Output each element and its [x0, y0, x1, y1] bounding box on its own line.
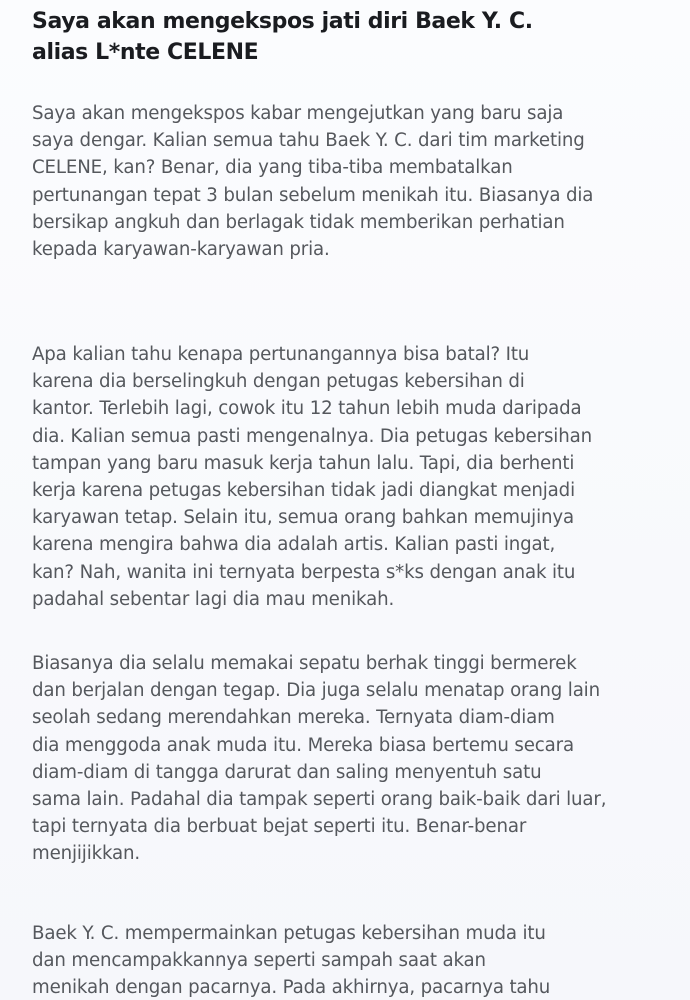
paragraph-1 — [32, 100, 593, 263]
paragraph-3 — [32, 650, 606, 868]
paragraph-line: diam-diam di tangga darurat dan saling menyentuh satu — [32, 761, 542, 783]
paragraph-line: dan mencampakkannya seperti sampah saat akan — [32, 950, 486, 972]
post-title — [32, 6, 632, 68]
paragraph-line: Biasanya dia selalu memakai sepatu berhak tinggi bermerek — [32, 653, 577, 674]
paragraph-line: tampan yang baru masuk kerja tahun lalu. Tapi, dia berhenti — [32, 452, 575, 474]
title-line: Saya akan mengekspos jati diri Baek Y. C. — [32, 9, 533, 34]
title-line: alias L*nte CELENE — [32, 40, 259, 65]
paragraph-line: karena mengira bahwa dia adalah artis. Kalian pasti ingat, — [32, 534, 556, 556]
paragraph-line: saya dengar. Kalian semua tahu Baek Y. C. dari tim marketing — [32, 130, 585, 152]
paragraph-line: kerja karena petugas kebersihan tidak jadi diangkat menjadi — [32, 480, 575, 502]
paragraph-line: Apa kalian tahu kenapa pertunangannya bisa batal? Itu — [32, 344, 530, 365]
paragraph-line: dan berjalan dengan tegap. Dia juga selalu menatap orang lain — [32, 680, 600, 702]
paragraph-line: dia. Kalian semua pasti mengenalnya. Dia petugas kebersihan — [32, 425, 592, 447]
paragraph-2 — [32, 341, 592, 613]
paragraph-line: Saya akan mengekspos kabar mengejutkan yang baru saja — [32, 103, 564, 124]
paragraph-line: bersikap angkuh dan berlagak tidak memberikan perhatian — [32, 211, 565, 233]
paragraph-line: Baek Y. C. mempermainkan petugas kebersihan muda itu — [32, 923, 546, 944]
paragraph-line: tapi ternyata dia berbuat bejat seperti itu. Benar-benar — [32, 816, 527, 838]
paragraph-line: pertunangan tepat 3 bulan sebelum menikah itu. Biasanya dia — [32, 184, 594, 206]
paragraph-line: menjijikkan. — [32, 843, 141, 865]
paragraph-line: menikah dengan pacarnya. Pada akhirnya, pacarnya tahu — [32, 977, 551, 999]
paragraph-4 — [32, 920, 550, 1000]
paragraph-line: karyawan tetap. Selain itu, semua orang bahkan memujinya — [32, 507, 574, 529]
paragraph-line: kan? Nah, wanita ini ternyata berpesta s*ks dengan anak itu — [32, 561, 576, 583]
paragraph-line: kepada karyawan-karyawan pria. — [32, 239, 330, 261]
paragraph-line: dia menggoda anak muda itu. Mereka biasa bertemu secara — [32, 734, 574, 756]
paragraph-line: sama lain. Padahal dia tampak seperti orang baik-baik dari luar, — [32, 789, 607, 811]
paragraph-line: padahal sebentar lagi dia mau menikah. — [32, 588, 395, 610]
paragraph-line: karena dia berselingkuh dengan petugas kebersihan di — [32, 371, 525, 393]
paragraph-line: seolah sedang merendahkan mereka. Ternyata diam-diam — [32, 707, 555, 729]
paragraph-line: kantor. Terlebih lagi, cowok itu 12 tahun lebih muda daripada — [32, 398, 582, 420]
paragraph-line: CELENE, kan? Benar, dia yang tiba-tiba membatalkan — [32, 157, 513, 179]
